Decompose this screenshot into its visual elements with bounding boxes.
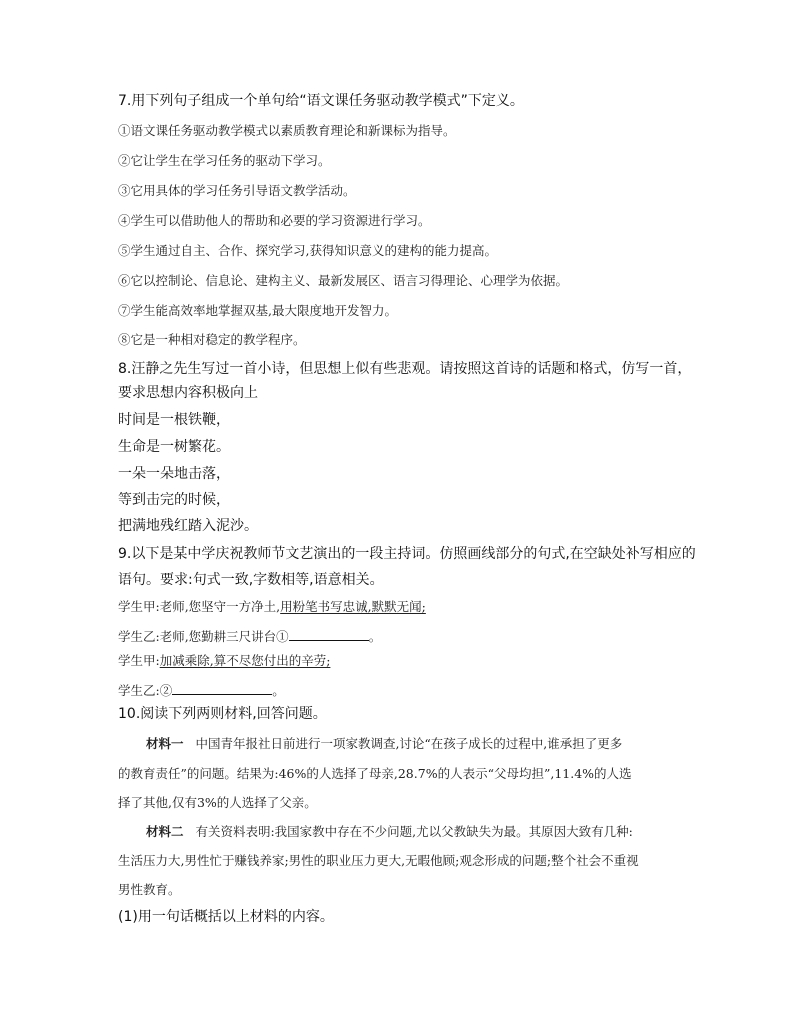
q9-line1-prefix: 学生甲:老师,您坚守一方净土, — [118, 599, 281, 614]
q7-item-6: ⑥它以控制论、信息论、建构主义、最新发展区、语言习得理论、心理学为依据。 — [118, 273, 569, 288]
q10-material-1-label: 材料一 — [146, 736, 184, 751]
q7-item-1: ①语文课任务驱动教学模式以素质教育理论和新课标为指导。 — [118, 123, 456, 138]
q8-poem-line-5: 把满地残红踏入泥沙。 — [118, 518, 258, 534]
q9-dialogue-line-2 — [118, 628, 381, 644]
q10-material-1-text1: 中国青年报社日前进行一项家教调查,讨论“在孩子成长的过程中,谁承担了更多 — [195, 736, 623, 751]
q9-line2-suffix: 。 — [368, 629, 382, 644]
q9-line4-prefix: 学生乙:② — [118, 683, 173, 698]
q8-poem-line-3: 一朵一朵地击落， — [118, 466, 230, 482]
q10-material-2-line1 — [146, 826, 633, 839]
q7-item-8: ⑧它是一种相对稳定的教学程序。 — [118, 332, 306, 347]
q10-material-1-line3: 择了其他,仅有3%的人选择了父亲。 — [118, 795, 317, 810]
q8-poem-line-4: 等到击完的时候， — [118, 492, 230, 508]
q9-dialogue-line-3 — [118, 655, 330, 668]
q10-material-2-label: 材料二 — [146, 824, 184, 839]
q7-title: 7.用下列句子组成一个单句给“语文课任务驱动教学模式”下定义。 — [118, 93, 524, 109]
q7-item-3: ③它用具体的学习任务引导语文教学活动。 — [118, 183, 356, 198]
q9-line1-underlined: 用粉笔书写忠诚,默默无闻; — [280, 599, 426, 614]
q7-item-7: ⑦学生能高效率地掌握双基,最大限度地开发智力。 — [118, 303, 397, 318]
q10-subquestion-1: (1)用一句话概括以上材料的内容。 — [118, 909, 334, 925]
q9-line4-suffix: 。 — [272, 683, 285, 698]
q7-item-4: ④学生可以借助他人的帮助和必要的学习资源进行学习。 — [118, 213, 431, 228]
q10-material-1-line2: 的教育责任”的问题。结果为:46%的人选择了母亲,28.7%的人表示“父母均担”,11.4%的人选 — [118, 766, 632, 781]
q8-title-line1: 8.汪静之先生写过一首小诗，但思想上似有些悲观。请按照这首诗的话题和格式，仿写一首， — [118, 361, 692, 377]
q10-material-2-line3: 男性教育。 — [118, 882, 181, 897]
q9-line3-prefix: 学生甲: — [118, 653, 160, 668]
q8-poem-line-2: 生命是一树繁花。 — [118, 439, 230, 455]
q9-dialogue-line-1 — [118, 601, 426, 614]
q9-line3-underlined: 加减乘除,算不尽您付出的辛劳; — [159, 653, 331, 668]
q9-title-line1: 9.以下是某中学庆祝教师节文艺演出的一段主持词。仿照画线部分的句式,在空缺处补写相应的 — [118, 546, 696, 562]
q10-material-2-text1: 有关资料表明:我国家教中存在不少问题,尤以父教缺失为最。其原因大致有几种: — [195, 824, 633, 839]
q7-item-2: ②它让学生在学习任务的驱动下学习。 — [118, 153, 331, 168]
q9-blank-2[interactable] — [172, 682, 272, 695]
q9-title-line2: 语句。要求:句式一致,字数相等,语意相关。 — [118, 572, 384, 588]
q10-material-2-line2: 生活压力大,男性忙于赚钱养家;男性的职业压力更大,无暇他顾;观念形成的问题;整个社会不重视 — [118, 853, 639, 868]
q9-blank-1[interactable] — [289, 628, 369, 641]
q8-title-line2: 要求思想内容积极向上 — [118, 385, 258, 401]
q10-title: 10.阅读下列两则材料,回答问题。 — [118, 706, 327, 722]
q7-item-5: ⑤学生通过自主、合作、探究学习,获得知识意义的建构的能力提高。 — [118, 243, 497, 258]
q8-poem-line-1: 时间是一根铁鞭， — [118, 412, 230, 428]
q10-material-1-line1 — [146, 738, 622, 751]
q9-line2-prefix: 学生乙:老师,您勤耕三尺讲台① — [118, 629, 289, 644]
q9-dialogue-line-4 — [118, 682, 285, 698]
